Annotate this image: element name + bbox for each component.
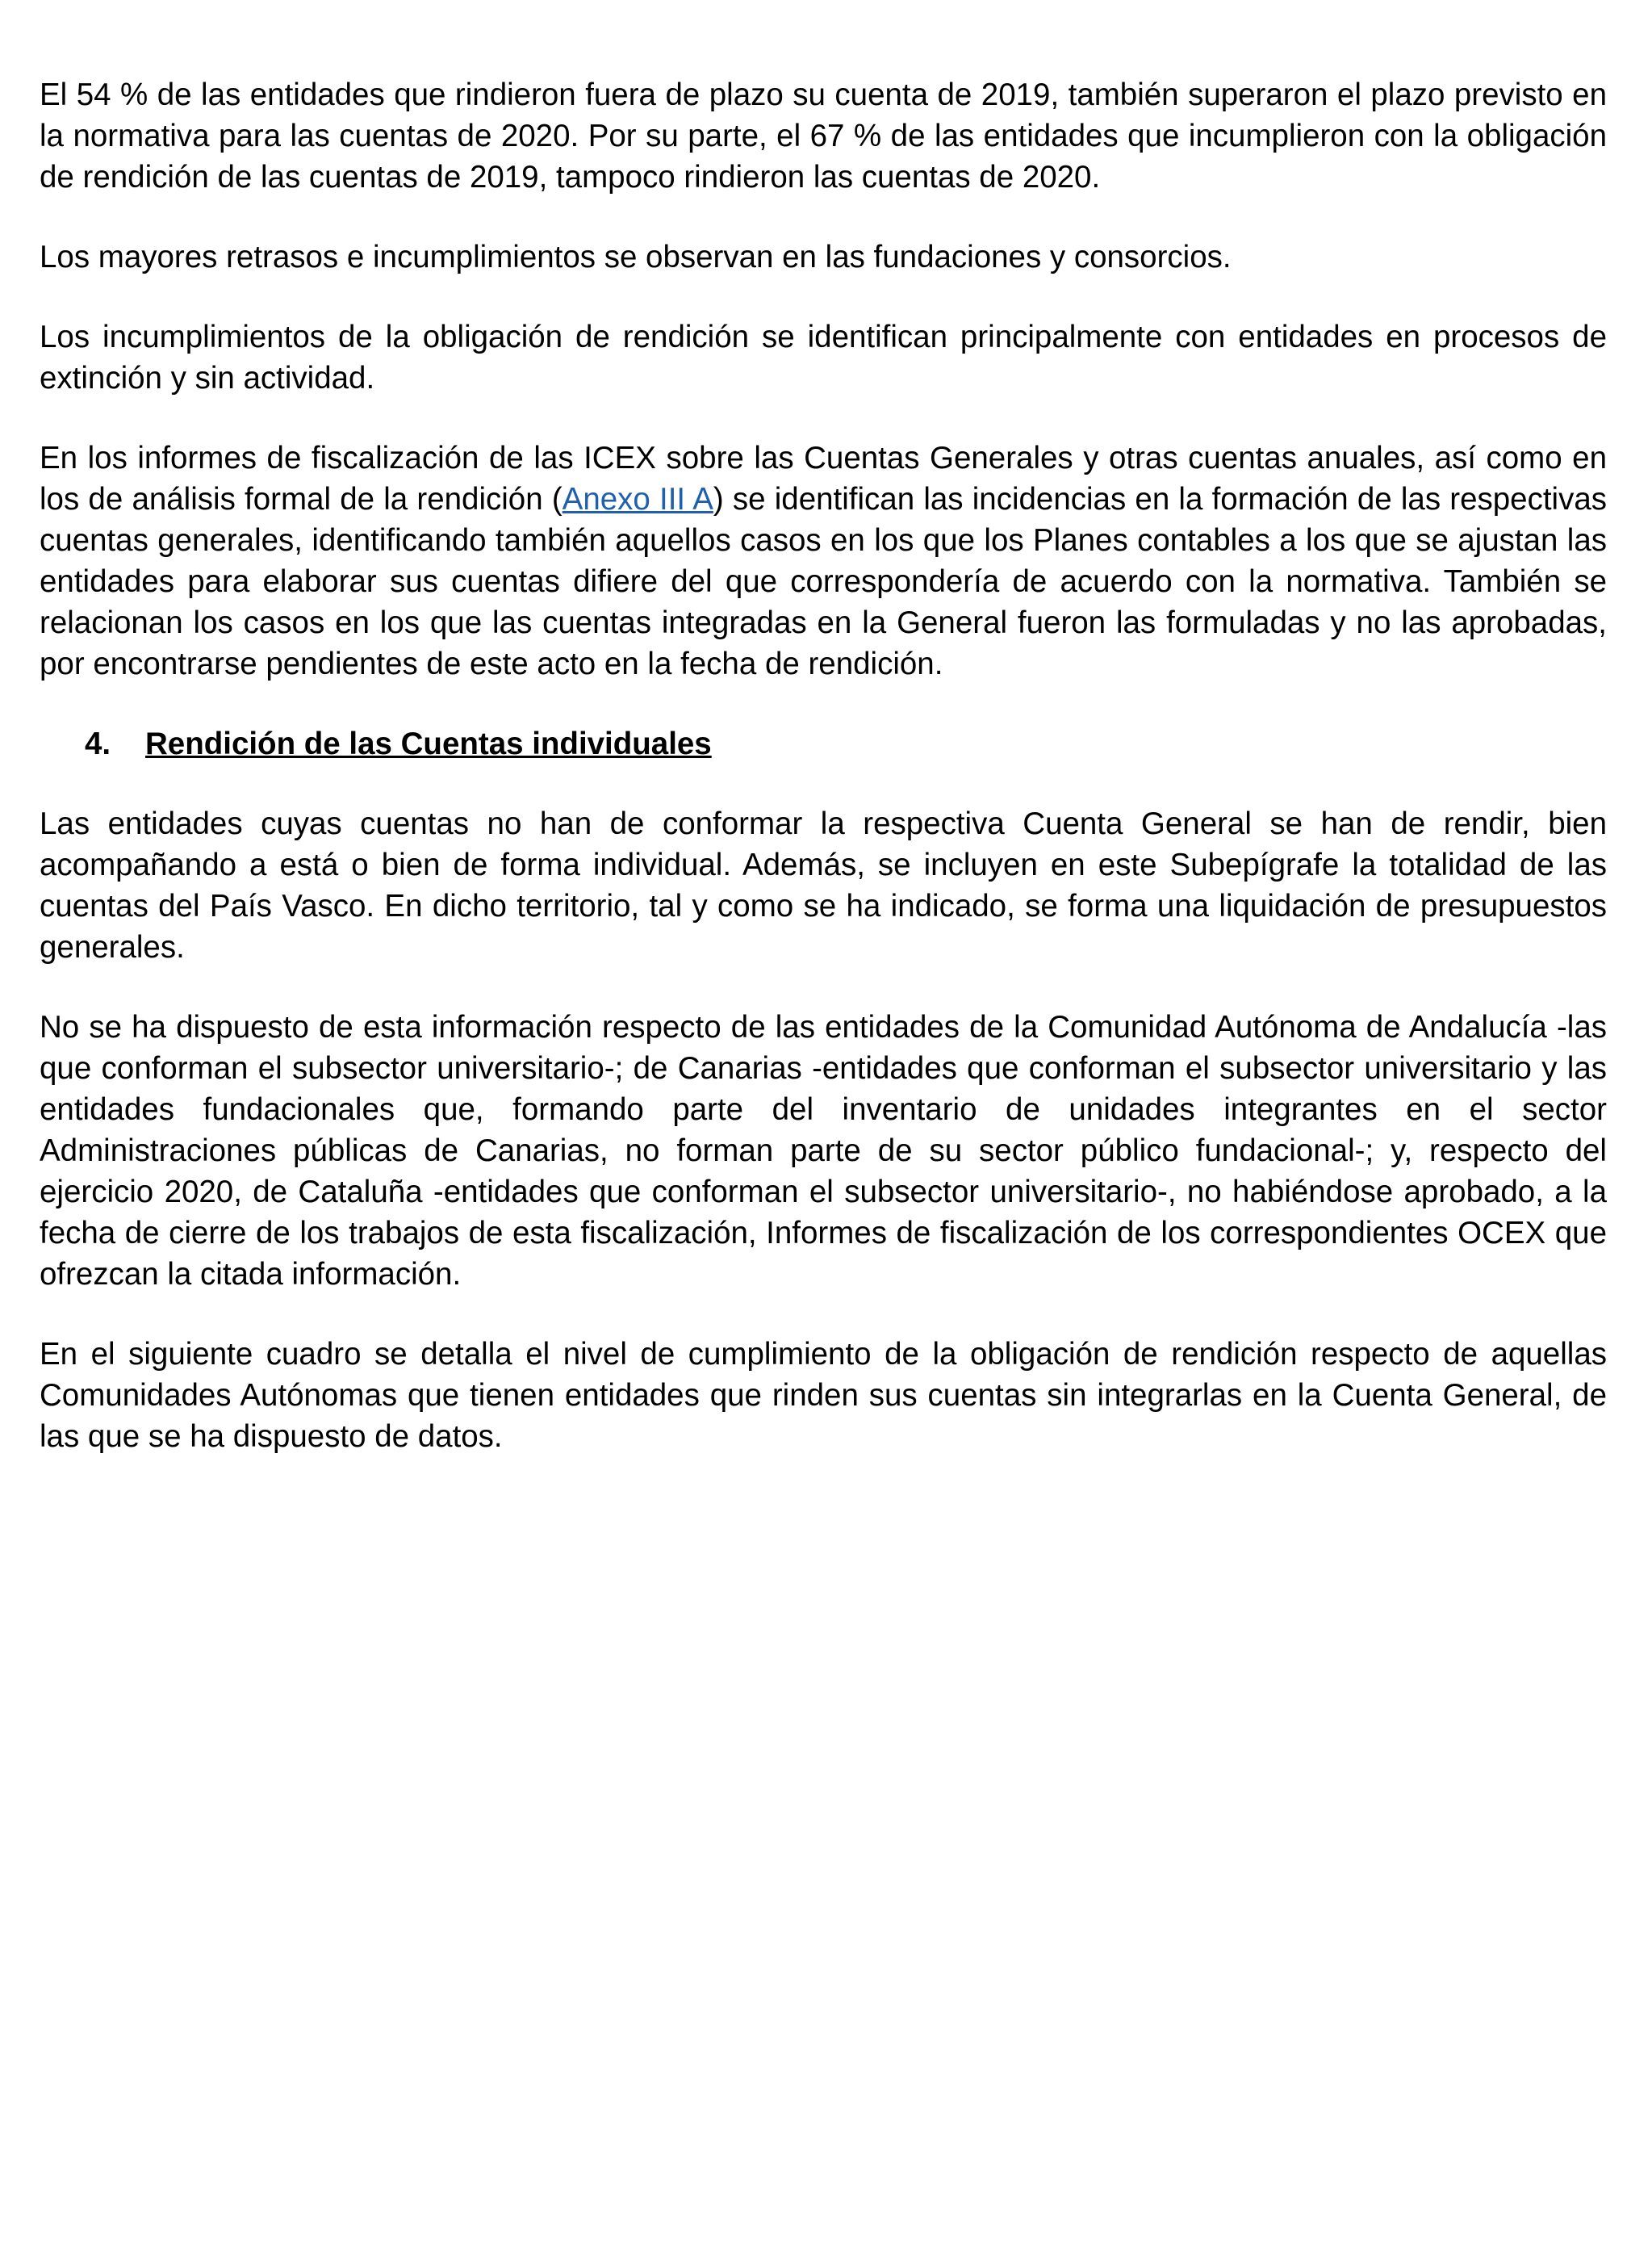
document-page <box>40 74 1607 1496</box>
paragraph-entidades-cuentas: Las entidades cuyas cuentas no han de conformar la respectiva Cuenta General se han de rendir, bien acompañando a está o bien de forma individual. Además, se incluyen en este Subepígrafe la totalidad de las cuentas del País Vasco. En dicho territorio, tal y como se ha indicado, se forma una liquidación de presupuestos generales. <box>40 806 1607 965</box>
paragraph-text-before-link: En los informes de fiscalización de las ICEX sobre las Cuentas Generales y otras cuentas anuales, así como en los de análisis formal de la rendición ( <box>40 441 1607 517</box>
section-heading <box>40 723 1607 764</box>
paragraph-siguiente-cuadro: En el siguiente cuadro se detalla el nivel de cumplimiento de la obligación de rendición respecto de aquellas Comunidades Autónomas que tienen entidades que rinden sus cuentas sin integrarlas en la Cuenta General, de las que se ha dispuesto de datos. <box>40 1337 1607 1454</box>
paragraph-retrasos: Los mayores retrasos e incumplimientos se observan en las fundaciones y consorcios. <box>40 240 1232 274</box>
section-title: Rendición de las Cuentas individuales <box>145 727 712 761</box>
paragraph-incumplimientos: Los incumplimientos de la obligación de rendición se identifican principalmente con entidades en procesos de extinción y sin actividad. <box>40 320 1607 396</box>
anexo-link[interactable]: Anexo III A <box>562 482 713 517</box>
paragraph-no-dispuesto: No se ha dispuesto de esta información respecto de las entidades de la Comunidad Autónoma de Andalucía -las que conforman el subsector universitario-; de Canarias -entidades que conforman el subsector universitario y las entidades fundacionales que, formando parte del inventario de unidades integrantes en el sector Administraciones públicas de Canarias, no forman parte de su sector público fundacional-; y, respecto del ejercicio 2020, de Cataluña -entidades que conforman el subsector universitario-, no habiéndose aprobado, a la fecha de cierre de los trabajos de esta fiscalización, Informes de fiscalización de los correspondientes OCEX que ofrezcan la citada información. <box>40 1010 1607 1292</box>
section-number: 4. <box>85 727 111 761</box>
paragraph-rendicion-plazo: El 54 % de las entidades que rindieron fuera de plazo su cuenta de 2019, también superaron el plazo previsto en la normativa para las cuentas de 2020. Por su parte, el 67 % de las entidades que incumplieron con la obligación de rendición de las cuentas de 2019, tampoco rindieron las cuentas de 2020. <box>40 77 1607 195</box>
paragraph-text-after-link: ) se identifican las incidencias en la formación de las respectivas cuentas generales, identificando también aquellos casos en los que los Planes contables a los que se ajustan las entidades para elaborar sus cuentas difiere del que correspondería de acuerdo con la normativa. También se relacionan los casos en los que las cuentas integradas en la General fueron las formuladas y no las aprobadas, por encontrarse pendientes de este acto en la fecha de rendición. <box>40 482 1607 681</box>
paragraph-informes-fiscalizacion <box>40 438 1607 685</box>
